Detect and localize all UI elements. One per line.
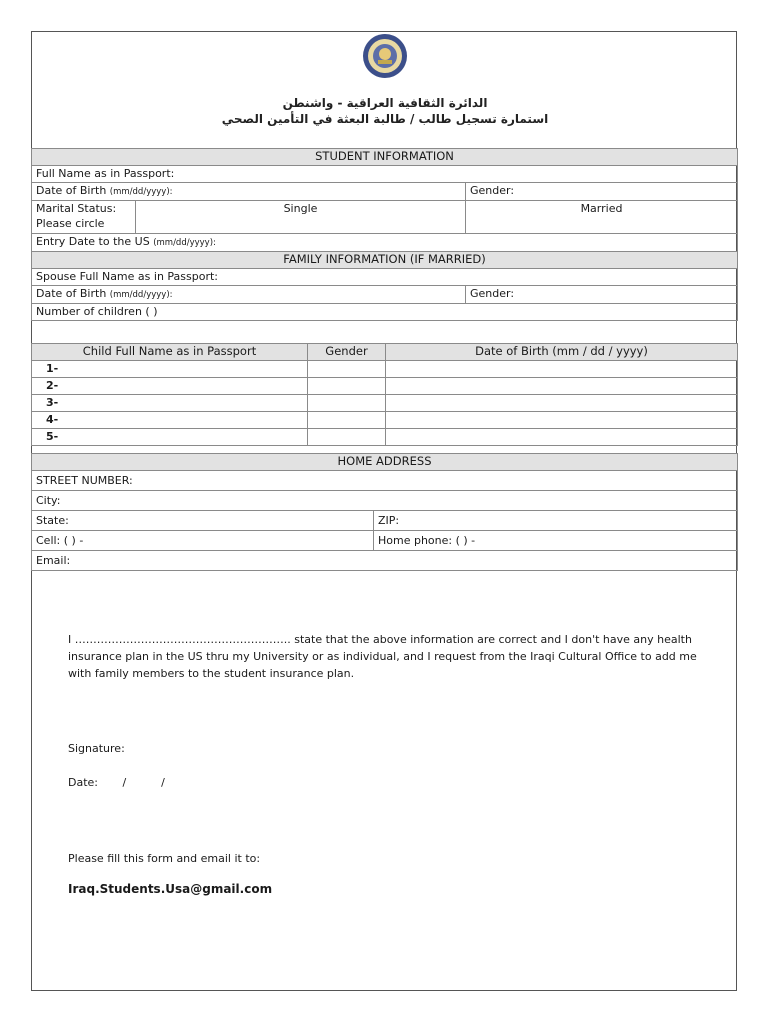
state-label: State:	[36, 514, 69, 527]
arabic-subtitle: استمارة تسجيل طالب / طالبة البعثة في التأمين الصحي	[221, 112, 549, 126]
zip-label: ZIP:	[378, 514, 400, 527]
arabic-title: الدائرة الثقافية العراقية - واشنطن	[282, 96, 488, 110]
gender-label: Gender:	[470, 184, 515, 197]
dob-field[interactable]	[32, 183, 466, 201]
spouse-gender-field[interactable]	[466, 286, 738, 304]
entry-label: Entry Date to the US	[36, 235, 150, 248]
option-married[interactable]	[466, 201, 738, 234]
child-gender-cell[interactable]	[308, 378, 386, 395]
spouse-dob-field[interactable]	[32, 286, 466, 304]
children-count-label: Number of children ( )	[36, 305, 158, 318]
children-table	[31, 343, 738, 446]
student-family-table	[31, 148, 738, 321]
child-row	[32, 429, 738, 446]
spouse-label: Spouse Full Name as in Passport:	[36, 270, 219, 283]
full-name-label: Full Name as in Passport:	[36, 167, 175, 180]
home-phone-field[interactable]	[374, 531, 738, 551]
child-name-cell[interactable]: 1-	[32, 361, 308, 378]
child-name-cell[interactable]: 3-	[32, 395, 308, 412]
gender-field[interactable]	[466, 183, 738, 201]
child-gender-cell[interactable]	[308, 429, 386, 446]
married-label: Married	[580, 202, 623, 215]
children-count-field[interactable]	[32, 304, 738, 321]
statement-paragraph: I ………………………………………………….. state that the above information are correct and I don't have any health insurance plan in the US thru my University or as individual, and I request from the Iraqi Cultural Office to add me with family members to the student insurance plan.	[68, 633, 697, 680]
street-label: STREET NUMBER:	[36, 474, 133, 487]
contact-email[interactable]: Iraq.Students.Usa@gmail.com	[68, 882, 273, 896]
child-row	[32, 378, 738, 395]
signature-label: Signature:	[68, 742, 125, 755]
spouse-dob-format: (mm/dd/yyyy):	[109, 290, 173, 300]
child-dob-cell[interactable]	[386, 361, 738, 378]
option-single[interactable]	[136, 201, 466, 234]
cell-label: Cell: ( ) -	[36, 534, 84, 547]
marital-hint: Please circle	[36, 217, 105, 230]
child-gender-cell[interactable]	[308, 395, 386, 412]
zip-field[interactable]	[374, 511, 738, 531]
child-name-cell[interactable]: 2-	[32, 378, 308, 395]
child-dob-cell[interactable]	[386, 412, 738, 429]
child-gender-cell[interactable]	[308, 361, 386, 378]
marital-status-cell	[32, 201, 136, 234]
dob-format: (mm/dd/yyyy):	[109, 187, 173, 197]
email-instruction: Please fill this form and email it to:	[68, 852, 261, 865]
seal-logo	[362, 33, 408, 79]
col-child-name: Child Full Name as in Passport	[32, 344, 308, 361]
spouse-name-field[interactable]	[32, 269, 738, 286]
address-table	[31, 453, 738, 571]
child-name-cell[interactable]: 4-	[32, 412, 308, 429]
child-dob-cell[interactable]	[386, 378, 738, 395]
child-row	[32, 361, 738, 378]
child-dob-cell[interactable]	[386, 395, 738, 412]
email-field[interactable]	[32, 551, 738, 571]
spouse-dob-label: Date of Birth	[36, 287, 107, 300]
child-dob-cell[interactable]	[386, 429, 738, 446]
street-field[interactable]	[32, 471, 738, 491]
home-phone-label: Home phone: ( ) -	[378, 534, 476, 547]
child-row	[32, 395, 738, 412]
email-label: Email:	[36, 554, 71, 567]
spouse-gender-label: Gender:	[470, 287, 515, 300]
dob-label: Date of Birth	[36, 184, 107, 197]
student-section-title: STUDENT INFORMATION	[32, 149, 738, 166]
city-label: City:	[36, 494, 61, 507]
child-name-cell[interactable]: 5-	[32, 429, 308, 446]
child-row	[32, 412, 738, 429]
marital-label: Marital Status:	[36, 202, 117, 215]
child-gender-cell[interactable]	[308, 412, 386, 429]
date-label: Date: / /	[68, 776, 165, 789]
col-child-dob: Date of Birth (mm / dd / yyyy)	[386, 344, 738, 361]
entry-format: (mm/dd/yyyy):	[153, 238, 216, 248]
address-section-title: HOME ADDRESS	[32, 454, 738, 471]
single-label: Single	[283, 202, 318, 215]
cell-field[interactable]	[32, 531, 374, 551]
family-section-title: FAMILY INFORMATION (IF MARRIED)	[32, 252, 738, 269]
full-name-field[interactable]	[32, 166, 738, 183]
entry-date-field[interactable]	[32, 234, 738, 252]
city-field[interactable]	[32, 491, 738, 511]
col-child-gender: Gender	[308, 344, 386, 361]
state-field[interactable]	[32, 511, 374, 531]
